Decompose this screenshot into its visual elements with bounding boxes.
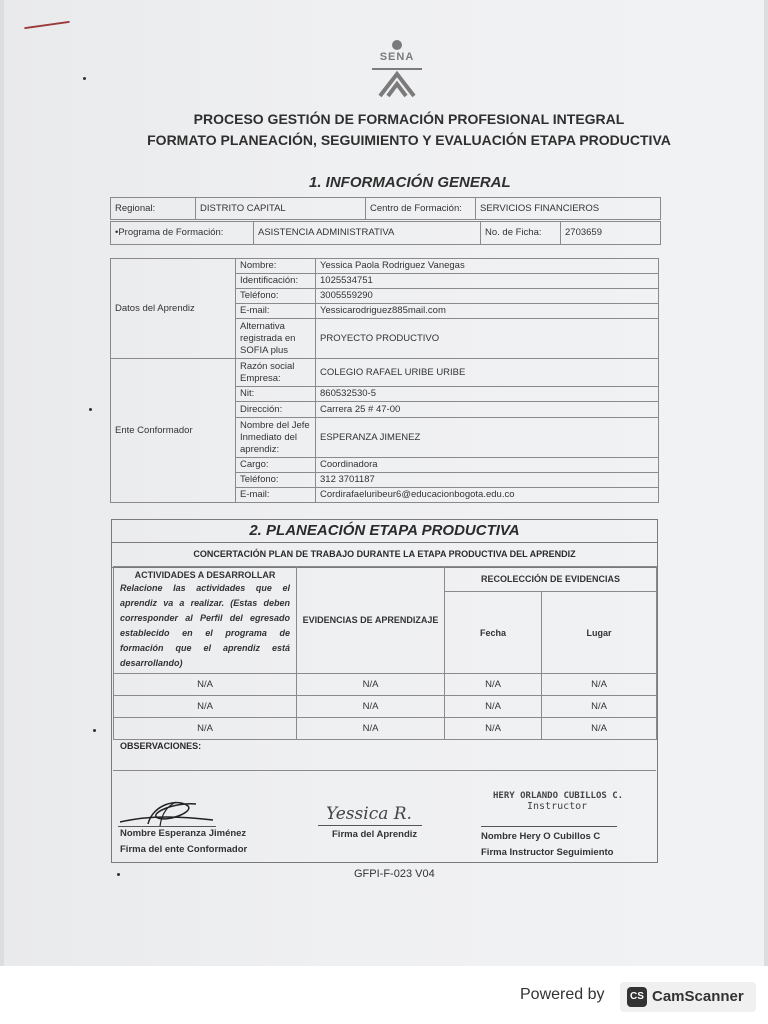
aprendiz-role: Firma del Aprendiz [332, 829, 418, 840]
section2-subtitle: CONCERTACIÓN PLAN DE TRABAJO DURANTE LA ETAPA PRODUCTIVA DEL APRENDIZ [112, 542, 657, 568]
aprendiz-signature: Yessica R. [326, 804, 412, 824]
ente-group-label: Ente Conformador [111, 359, 236, 503]
ente-label: Nit: [236, 387, 316, 402]
ente-value: COLEGIO RAFAEL URIBE URIBE [316, 359, 659, 387]
evidence-cell: N/A [297, 696, 445, 718]
ente-value: 860532530-5 [316, 387, 659, 402]
powered-by-text: Powered by [520, 986, 605, 1003]
plan-table [113, 566, 657, 740]
ente-signature-icon [118, 796, 218, 830]
regional-label: Regional: [111, 198, 196, 220]
pen-mark [24, 21, 70, 29]
ente-label: Nombre del Jefe Inmediato del aprendiz: [236, 418, 316, 458]
speck [93, 729, 96, 732]
sena-logo [364, 38, 430, 100]
ente-value: Coordinadora [316, 458, 659, 473]
ente-label: Dirección: [236, 402, 316, 418]
programa-value: ASISTENCIA ADMINISTRATIVA [254, 222, 481, 245]
process-title: PROCESO GESTIÓN DE FORMACIÓN PROFESIONAL INTEGRAL [193, 111, 625, 127]
ente-label: Razón social Empresa: [236, 359, 316, 387]
section2-title: 2. PLANEACIÓN ETAPA PRODUCTIVA [249, 522, 520, 539]
place-cell: N/A [542, 696, 657, 718]
ente-label: Teléfono: [236, 473, 316, 488]
place-cell: N/A [542, 674, 657, 696]
aprendiz-value: Yessica Paola Rodriguez Vanegas [316, 259, 659, 274]
recoleccion-header: RECOLECCIÓN DE EVIDENCIAS [445, 567, 657, 592]
place-cell: N/A [542, 718, 657, 740]
aprendiz-label: E-mail: [236, 304, 316, 319]
aprendiz-value: 1025534751 [316, 274, 659, 289]
centro-value: SERVICIOS FINANCIEROS [476, 198, 661, 220]
ficha-value: 2703659 [561, 222, 661, 245]
instructor-stamp-role: Instructor [527, 801, 588, 812]
sena-logo-text: SENA [379, 51, 415, 63]
aprendiz-value: Yessicarodriguez885mail.com [316, 304, 659, 319]
camscanner-badge [620, 982, 756, 1012]
section1-title: 1. INFORMACIÓN GENERAL [309, 174, 511, 191]
observaciones-label: OBSERVACIONES: [120, 741, 202, 751]
aprendiz-label: Nombre: [236, 259, 316, 274]
instructor-stamp-name: HERY ORLANDO CUBILLOS C. [493, 791, 624, 801]
activity-cell: N/A [114, 718, 297, 740]
actividades-note: Relacione las actividades que el aprendiz va a realizar. (Estas deben corresponder al Perfil del egresado establecido en el programa de formación que el aprendiz está desarrollando) [120, 583, 290, 668]
general-info-table [110, 197, 661, 220]
regional-value: DISTRITO CAPITAL [196, 198, 366, 220]
evidence-cell: N/A [297, 718, 445, 740]
evidence-cell: N/A [297, 674, 445, 696]
ente-value: 312 3701187 [316, 473, 659, 488]
speck [117, 873, 120, 876]
lugar-header: Lugar [542, 592, 657, 674]
ente-role: Firma del ente Conformador [120, 844, 248, 855]
date-cell: N/A [445, 718, 542, 740]
aprendiz-label: Alternativa registrada en SOFIA plus [236, 319, 316, 359]
aprendiz-value: PROYECTO PRODUCTIVO [316, 319, 659, 359]
actividades-header [114, 567, 297, 674]
instructor-signature-line [481, 826, 617, 827]
camscanner-brand: CamScanner [652, 988, 744, 1005]
instructor-role: Firma Instructor Seguimiento [481, 847, 614, 858]
speck [89, 408, 92, 411]
fecha-header: Fecha [445, 592, 542, 674]
evidencias-header: EVIDENCIAS DE APRENDIZAJE [297, 567, 445, 674]
instructor-name: Nombre Hery O Cubillos C [481, 831, 601, 842]
programa-label: •Programa de Formación: [111, 222, 254, 245]
ente-name: Nombre Esperanza Jiménez [120, 828, 247, 839]
speck [83, 77, 86, 80]
format-title: FORMATO PLANEACIÓN, SEGUIMIENTO Y EVALUACIÓN ETAPA PRODUCTIVA [147, 132, 671, 148]
ente-value: Cordirafaeluribeur6@educacionbogota.edu.co [316, 488, 659, 503]
date-cell: N/A [445, 674, 542, 696]
activity-cell: N/A [114, 674, 297, 696]
aprendiz-label: Identificación: [236, 274, 316, 289]
sena-logo-icon [364, 38, 430, 100]
aprendiz-value: 3005559290 [316, 289, 659, 304]
date-cell: N/A [445, 696, 542, 718]
observaciones-box [113, 740, 656, 771]
aprendiz-ente-table [110, 258, 659, 503]
aprendiz-group-label: Datos del Aprendiz [111, 259, 236, 359]
camscanner-icon: CS [627, 987, 647, 1007]
activity-cell: N/A [114, 696, 297, 718]
aprendiz-signature-line [318, 825, 422, 826]
centro-label: Centro de Formación: [366, 198, 476, 220]
ente-label: E-mail: [236, 488, 316, 503]
program-info-table [110, 221, 661, 245]
ente-signature-line [118, 826, 216, 827]
actividades-title: ACTIVIDADES A DESARROLLAR [134, 570, 276, 580]
form-code: GFPI-F-023 V04 [354, 868, 435, 880]
ente-label: Cargo: [236, 458, 316, 473]
aprendiz-label: Teléfono: [236, 289, 316, 304]
ente-value: ESPERANZA JIMENEZ [316, 418, 659, 458]
ficha-label: No. de Ficha: [481, 222, 561, 245]
ente-value: Carrera 25 # 47-00 [316, 402, 659, 418]
